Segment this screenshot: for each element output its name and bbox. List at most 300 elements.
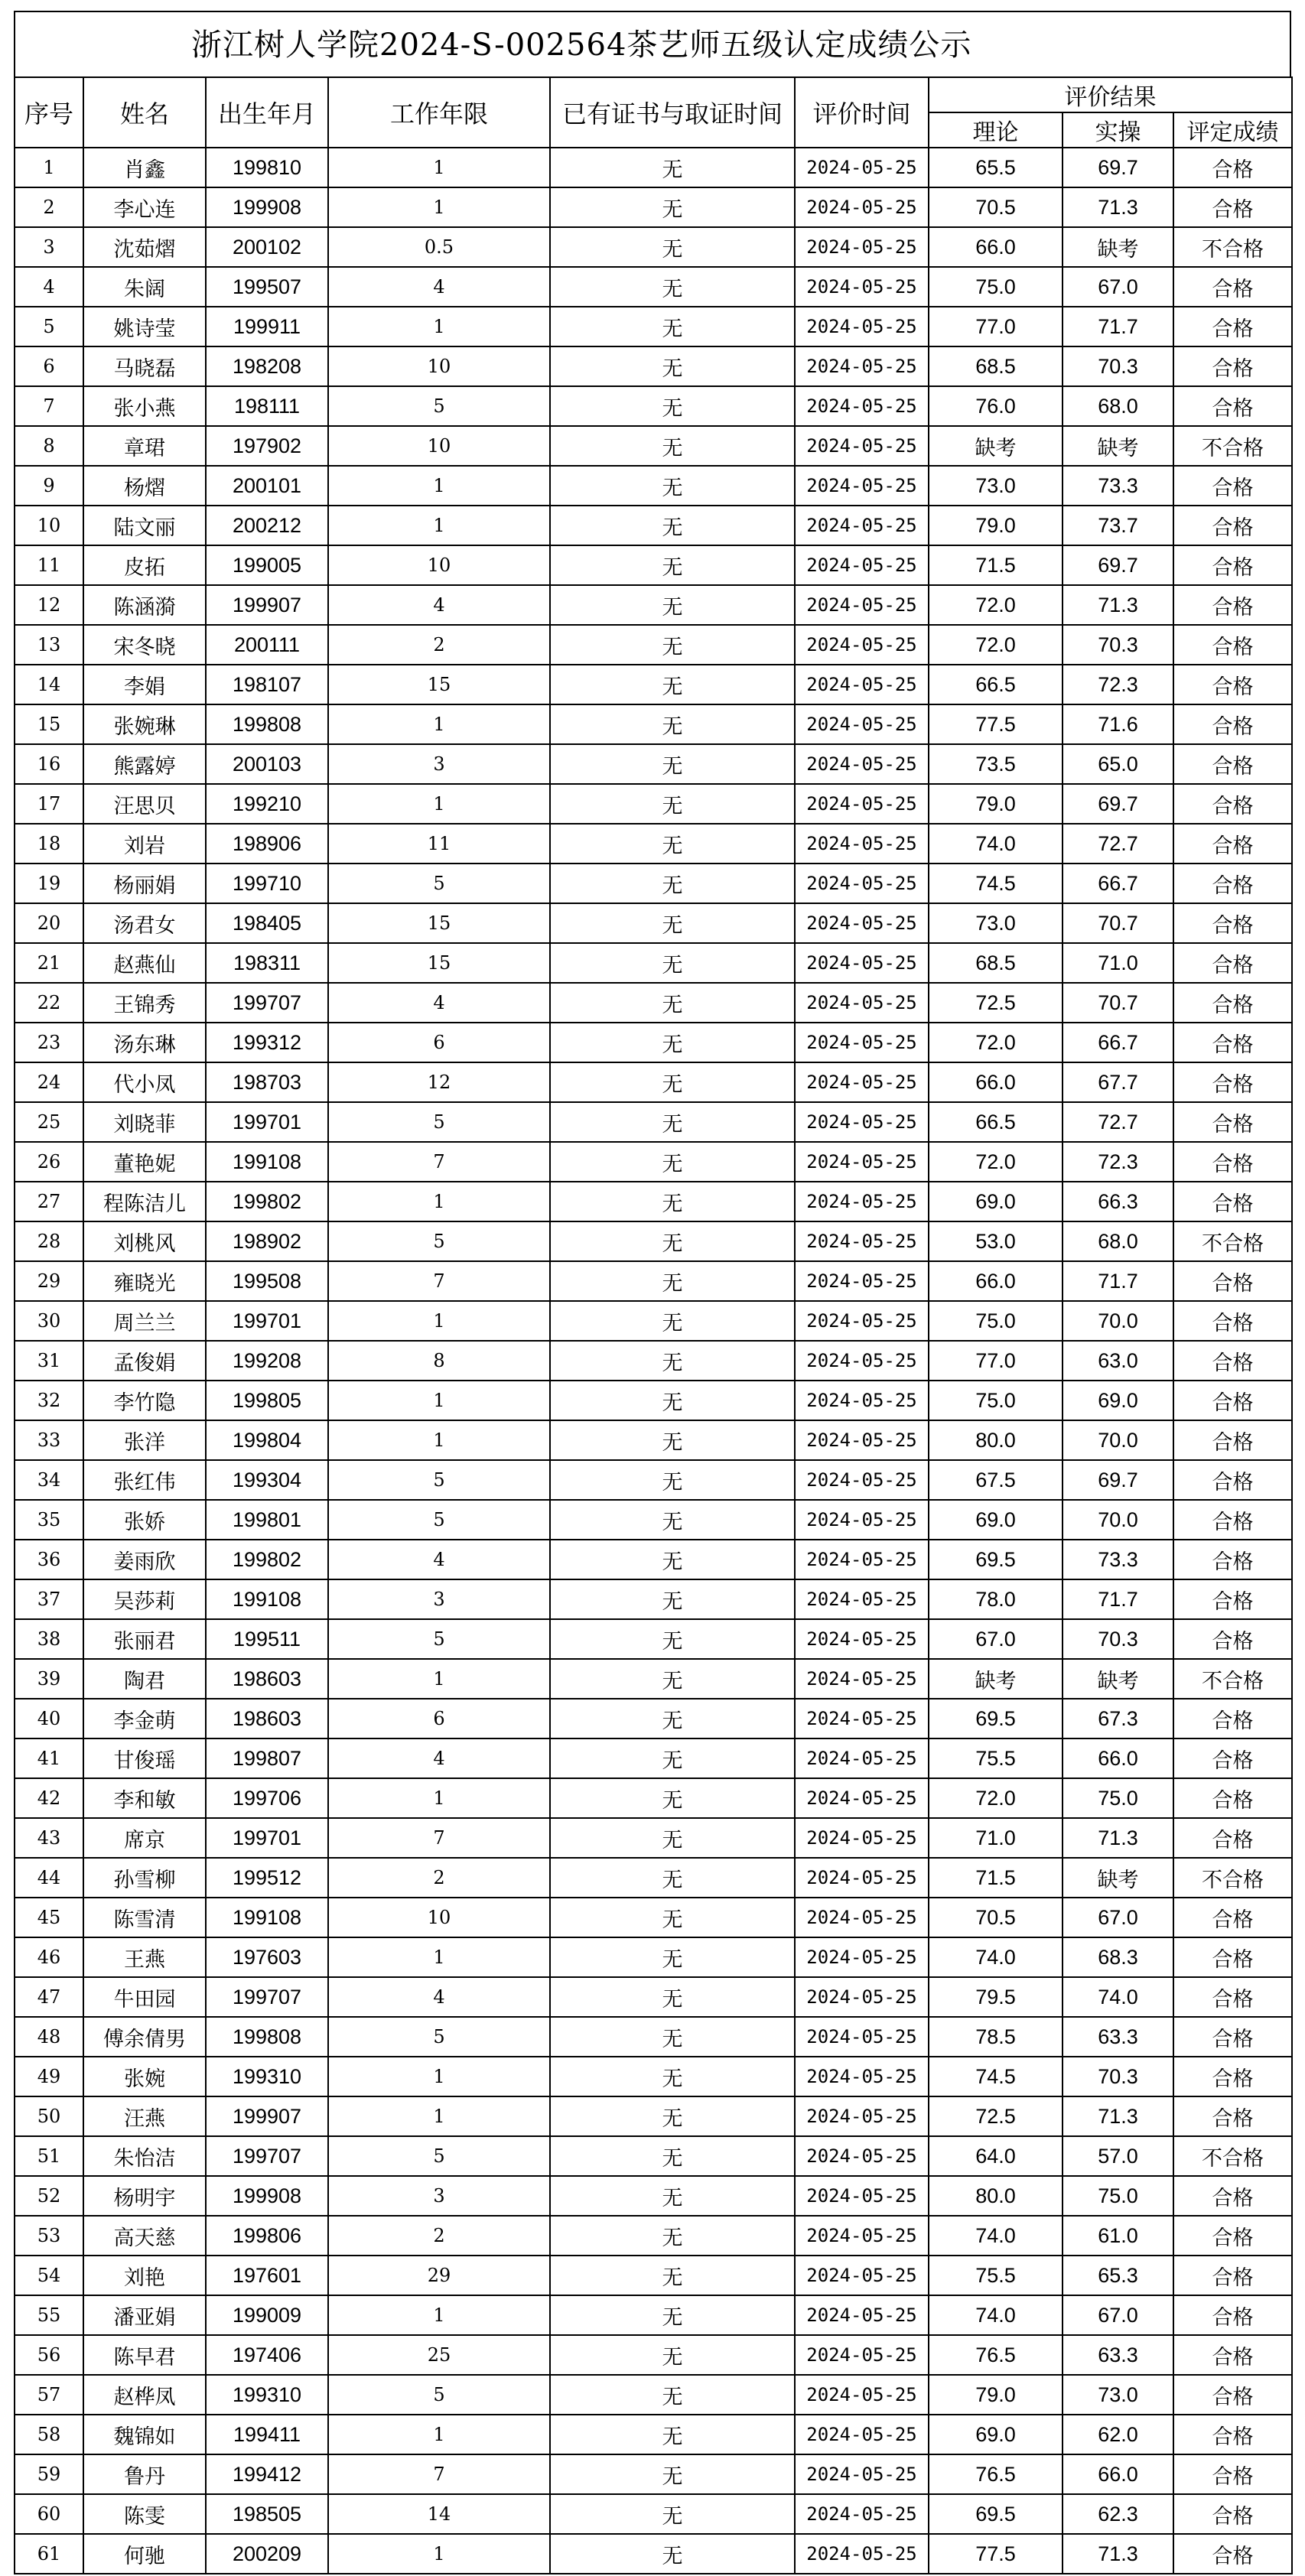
cell-work-years: 2 bbox=[328, 625, 550, 665]
cell-eval-time: 2024-05-25 bbox=[795, 2096, 929, 2136]
table-row bbox=[15, 2256, 1292, 2295]
cell-outcome: 合格 bbox=[1173, 1579, 1292, 1619]
cell-name: 李娟 bbox=[83, 665, 206, 704]
cell-name: 朱怡洁 bbox=[83, 2136, 206, 2176]
cell-outcome: 合格 bbox=[1173, 1540, 1292, 1579]
cell-eval-time: 2024-05-25 bbox=[795, 2375, 929, 2415]
cell-certificate: 无 bbox=[550, 1142, 795, 1182]
cell-seq: 47 bbox=[15, 1977, 83, 2017]
cell-certificate: 无 bbox=[550, 1381, 795, 1420]
cell-theory: 72.0 bbox=[929, 625, 1063, 665]
cell-birth: 199907 bbox=[206, 2096, 328, 2136]
cell-name: 汤东琳 bbox=[83, 1023, 206, 1062]
cell-outcome: 合格 bbox=[1173, 2454, 1292, 2494]
cell-seq: 13 bbox=[15, 625, 83, 665]
cell-birth: 197406 bbox=[206, 2335, 328, 2375]
cell-eval-time: 2024-05-25 bbox=[795, 187, 929, 227]
cell-practice: 75.0 bbox=[1063, 2176, 1173, 2216]
cell-birth: 199911 bbox=[206, 307, 328, 346]
cell-work-years: 4 bbox=[328, 1738, 550, 1778]
cell-theory: 70.5 bbox=[929, 187, 1063, 227]
cell-outcome: 合格 bbox=[1173, 267, 1292, 307]
cell-certificate: 无 bbox=[550, 2454, 795, 2494]
cell-seq: 1 bbox=[15, 148, 83, 187]
cell-theory: 80.0 bbox=[929, 2176, 1063, 2216]
cell-seq: 14 bbox=[15, 665, 83, 704]
cell-outcome: 合格 bbox=[1173, 1420, 1292, 1460]
cell-name: 皮拓 bbox=[83, 545, 206, 585]
cell-birth: 199108 bbox=[206, 1142, 328, 1182]
cell-certificate: 无 bbox=[550, 1221, 795, 1261]
cell-eval-time: 2024-05-25 bbox=[795, 1420, 929, 1460]
cell-name: 刘桃风 bbox=[83, 1221, 206, 1261]
cell-eval-time: 2024-05-25 bbox=[795, 704, 929, 744]
cell-theory: 66.5 bbox=[929, 1102, 1063, 1142]
cell-certificate: 无 bbox=[550, 2057, 795, 2096]
cell-eval-time: 2024-05-25 bbox=[795, 744, 929, 784]
cell-birth: 200102 bbox=[206, 227, 328, 267]
table-row bbox=[15, 2454, 1292, 2494]
cell-outcome: 合格 bbox=[1173, 506, 1292, 545]
cell-theory: 69.0 bbox=[929, 2415, 1063, 2454]
table-row bbox=[15, 2415, 1292, 2454]
cell-outcome: 合格 bbox=[1173, 307, 1292, 346]
cell-practice: 67.0 bbox=[1063, 267, 1173, 307]
cell-eval-time: 2024-05-25 bbox=[795, 2136, 929, 2176]
cell-practice: 70.3 bbox=[1063, 2057, 1173, 2096]
cell-birth: 199802 bbox=[206, 1182, 328, 1221]
cell-work-years: 7 bbox=[328, 1818, 550, 1858]
cell-theory: 80.0 bbox=[929, 1420, 1063, 1460]
cell-theory: 缺考 bbox=[929, 426, 1063, 466]
cell-name: 张洋 bbox=[83, 1420, 206, 1460]
cell-outcome: 合格 bbox=[1173, 2295, 1292, 2335]
table-row bbox=[15, 744, 1292, 784]
cell-work-years: 1 bbox=[328, 1182, 550, 1221]
cell-name: 张婉琳 bbox=[83, 704, 206, 744]
cell-birth: 199511 bbox=[206, 1619, 328, 1659]
header-eval-time: 评价时间 bbox=[795, 77, 929, 148]
cell-seq: 48 bbox=[15, 2017, 83, 2057]
cell-seq: 18 bbox=[15, 824, 83, 864]
cell-theory: 72.0 bbox=[929, 1142, 1063, 1182]
table-row bbox=[15, 267, 1292, 307]
cell-birth: 200103 bbox=[206, 744, 328, 784]
cell-work-years: 5 bbox=[328, 864, 550, 903]
cell-seq: 21 bbox=[15, 943, 83, 983]
cell-theory: 74.0 bbox=[929, 824, 1063, 864]
table-row bbox=[15, 903, 1292, 943]
cell-seq: 39 bbox=[15, 1659, 83, 1699]
table-row bbox=[15, 187, 1292, 227]
cell-seq: 36 bbox=[15, 1540, 83, 1579]
cell-birth: 200101 bbox=[206, 466, 328, 506]
cell-outcome: 不合格 bbox=[1173, 1659, 1292, 1699]
cell-theory: 缺考 bbox=[929, 1659, 1063, 1699]
cell-certificate: 无 bbox=[550, 665, 795, 704]
cell-name: 陈雯 bbox=[83, 2494, 206, 2534]
cell-theory: 79.0 bbox=[929, 506, 1063, 545]
cell-seq: 7 bbox=[15, 386, 83, 426]
cell-seq: 58 bbox=[15, 2415, 83, 2454]
cell-name: 宋冬晓 bbox=[83, 625, 206, 665]
cell-seq: 23 bbox=[15, 1023, 83, 1062]
cell-certificate: 无 bbox=[550, 824, 795, 864]
cell-work-years: 5 bbox=[328, 1102, 550, 1142]
cell-certificate: 无 bbox=[550, 1420, 795, 1460]
cell-name: 杨丽娟 bbox=[83, 864, 206, 903]
cell-work-years: 1 bbox=[328, 704, 550, 744]
cell-outcome: 合格 bbox=[1173, 2256, 1292, 2295]
cell-certificate: 无 bbox=[550, 2136, 795, 2176]
table-row bbox=[15, 1102, 1292, 1142]
cell-practice: 70.0 bbox=[1063, 1500, 1173, 1540]
cell-work-years: 15 bbox=[328, 903, 550, 943]
cell-birth: 199009 bbox=[206, 2295, 328, 2335]
cell-name: 赵燕仙 bbox=[83, 943, 206, 983]
cell-work-years: 3 bbox=[328, 2176, 550, 2216]
cell-seq: 45 bbox=[15, 1898, 83, 1937]
cell-certificate: 无 bbox=[550, 2096, 795, 2136]
cell-theory: 75.0 bbox=[929, 267, 1063, 307]
table-row bbox=[15, 943, 1292, 983]
cell-certificate: 无 bbox=[550, 2534, 795, 2574]
cell-theory: 53.0 bbox=[929, 1221, 1063, 1261]
cell-eval-time: 2024-05-25 bbox=[795, 1102, 929, 1142]
table-row bbox=[15, 1699, 1292, 1738]
cell-practice: 69.7 bbox=[1063, 784, 1173, 824]
cell-theory: 67.5 bbox=[929, 1460, 1063, 1500]
cell-theory: 68.5 bbox=[929, 346, 1063, 386]
cell-name: 傅余倩男 bbox=[83, 2017, 206, 2057]
cell-name: 鲁丹 bbox=[83, 2454, 206, 2494]
cell-seq: 56 bbox=[15, 2335, 83, 2375]
cell-birth: 199807 bbox=[206, 1738, 328, 1778]
cell-theory: 66.0 bbox=[929, 1261, 1063, 1301]
cell-practice: 68.0 bbox=[1063, 386, 1173, 426]
cell-birth: 199707 bbox=[206, 983, 328, 1023]
cell-work-years: 2 bbox=[328, 1858, 550, 1898]
cell-eval-time: 2024-05-25 bbox=[795, 545, 929, 585]
cell-theory: 79.0 bbox=[929, 784, 1063, 824]
cell-name: 高天慈 bbox=[83, 2216, 206, 2256]
cell-theory: 79.5 bbox=[929, 1977, 1063, 2017]
cell-theory: 76.0 bbox=[929, 386, 1063, 426]
cell-birth: 198603 bbox=[206, 1699, 328, 1738]
cell-eval-time: 2024-05-25 bbox=[795, 2295, 929, 2335]
cell-theory: 66.5 bbox=[929, 665, 1063, 704]
cell-theory: 67.0 bbox=[929, 1619, 1063, 1659]
score-table bbox=[14, 76, 1293, 2574]
cell-work-years: 1 bbox=[328, 506, 550, 545]
cell-practice: 73.3 bbox=[1063, 466, 1173, 506]
cell-certificate: 无 bbox=[550, 1341, 795, 1381]
cell-theory: 77.0 bbox=[929, 1341, 1063, 1381]
cell-work-years: 10 bbox=[328, 1898, 550, 1937]
cell-theory: 74.0 bbox=[929, 2295, 1063, 2335]
cell-birth: 199908 bbox=[206, 187, 328, 227]
cell-practice: 63.3 bbox=[1063, 2017, 1173, 2057]
cell-eval-time: 2024-05-25 bbox=[795, 1221, 929, 1261]
cell-seq: 43 bbox=[15, 1818, 83, 1858]
cell-eval-time: 2024-05-25 bbox=[795, 2454, 929, 2494]
cell-practice: 71.7 bbox=[1063, 1579, 1173, 1619]
cell-certificate: 无 bbox=[550, 744, 795, 784]
cell-birth: 199706 bbox=[206, 1778, 328, 1818]
cell-eval-time: 2024-05-25 bbox=[795, 2017, 929, 2057]
cell-birth: 199802 bbox=[206, 1540, 328, 1579]
cell-eval-time: 2024-05-25 bbox=[795, 1619, 929, 1659]
cell-eval-time: 2024-05-25 bbox=[795, 1579, 929, 1619]
cell-birth: 200212 bbox=[206, 506, 328, 545]
cell-seq: 24 bbox=[15, 1062, 83, 1102]
cell-eval-time: 2024-05-25 bbox=[795, 1182, 929, 1221]
cell-name: 沈茹熠 bbox=[83, 227, 206, 267]
cell-birth: 199710 bbox=[206, 864, 328, 903]
cell-birth: 199312 bbox=[206, 1023, 328, 1062]
cell-eval-time: 2024-05-25 bbox=[795, 1023, 929, 1062]
cell-theory: 76.5 bbox=[929, 2335, 1063, 2375]
table-row bbox=[15, 704, 1292, 744]
cell-practice: 71.3 bbox=[1063, 2534, 1173, 2574]
cell-eval-time: 2024-05-25 bbox=[795, 1898, 929, 1937]
cell-birth: 199907 bbox=[206, 585, 328, 625]
table-row bbox=[15, 227, 1292, 267]
cell-certificate: 无 bbox=[550, 1460, 795, 1500]
table-body bbox=[15, 148, 1292, 2574]
cell-certificate: 无 bbox=[550, 943, 795, 983]
cell-theory: 73.0 bbox=[929, 466, 1063, 506]
cell-certificate: 无 bbox=[550, 1778, 795, 1818]
cell-seq: 26 bbox=[15, 1142, 83, 1182]
cell-seq: 59 bbox=[15, 2454, 83, 2494]
cell-certificate: 无 bbox=[550, 1818, 795, 1858]
table-row bbox=[15, 148, 1292, 187]
cell-outcome: 合格 bbox=[1173, 2057, 1292, 2096]
cell-theory: 72.0 bbox=[929, 1778, 1063, 1818]
cell-birth: 199810 bbox=[206, 148, 328, 187]
cell-work-years: 1 bbox=[328, 2096, 550, 2136]
cell-outcome: 合格 bbox=[1173, 1500, 1292, 1540]
cell-work-years: 1 bbox=[328, 148, 550, 187]
cell-seq: 6 bbox=[15, 346, 83, 386]
cell-theory: 68.5 bbox=[929, 943, 1063, 983]
cell-practice: 72.7 bbox=[1063, 1102, 1173, 1142]
cell-outcome: 合格 bbox=[1173, 2176, 1292, 2216]
cell-birth: 199411 bbox=[206, 2415, 328, 2454]
cell-seq: 33 bbox=[15, 1420, 83, 1460]
cell-outcome: 合格 bbox=[1173, 1182, 1292, 1221]
cell-certificate: 无 bbox=[550, 1898, 795, 1937]
cell-practice: 67.3 bbox=[1063, 1699, 1173, 1738]
cell-birth: 198107 bbox=[206, 665, 328, 704]
cell-birth: 198505 bbox=[206, 2494, 328, 2534]
cell-eval-time: 2024-05-25 bbox=[795, 625, 929, 665]
header-result-group: 评价结果 bbox=[929, 77, 1292, 112]
cell-name: 张丽君 bbox=[83, 1619, 206, 1659]
cell-practice: 66.3 bbox=[1063, 1182, 1173, 1221]
cell-eval-time: 2024-05-25 bbox=[795, 307, 929, 346]
cell-outcome: 合格 bbox=[1173, 704, 1292, 744]
table-row bbox=[15, 2494, 1292, 2534]
cell-work-years: 10 bbox=[328, 545, 550, 585]
cell-birth: 198703 bbox=[206, 1062, 328, 1102]
cell-work-years: 1 bbox=[328, 307, 550, 346]
table-row bbox=[15, 1062, 1292, 1102]
cell-name: 吴莎莉 bbox=[83, 1579, 206, 1619]
cell-outcome: 合格 bbox=[1173, 2375, 1292, 2415]
table-row bbox=[15, 506, 1292, 545]
table-row bbox=[15, 545, 1292, 585]
cell-outcome: 合格 bbox=[1173, 784, 1292, 824]
cell-certificate: 无 bbox=[550, 864, 795, 903]
cell-seq: 20 bbox=[15, 903, 83, 943]
cell-name: 张娇 bbox=[83, 1500, 206, 1540]
cell-certificate: 无 bbox=[550, 1619, 795, 1659]
cell-certificate: 无 bbox=[550, 1699, 795, 1738]
cell-eval-time: 2024-05-25 bbox=[795, 983, 929, 1023]
cell-outcome: 合格 bbox=[1173, 1062, 1292, 1102]
cell-theory: 65.5 bbox=[929, 148, 1063, 187]
cell-eval-time: 2024-05-25 bbox=[795, 2176, 929, 2216]
cell-outcome: 合格 bbox=[1173, 2494, 1292, 2534]
cell-theory: 74.5 bbox=[929, 864, 1063, 903]
cell-seq: 49 bbox=[15, 2057, 83, 2096]
cell-certificate: 无 bbox=[550, 227, 795, 267]
cell-seq: 3 bbox=[15, 227, 83, 267]
cell-seq: 30 bbox=[15, 1301, 83, 1341]
cell-eval-time: 2024-05-25 bbox=[795, 2494, 929, 2534]
cell-practice: 69.7 bbox=[1063, 148, 1173, 187]
cell-certificate: 无 bbox=[550, 1937, 795, 1977]
cell-certificate: 无 bbox=[550, 2295, 795, 2335]
cell-theory: 74.0 bbox=[929, 2216, 1063, 2256]
cell-seq: 27 bbox=[15, 1182, 83, 1221]
table-row bbox=[15, 2534, 1292, 2574]
cell-eval-time: 2024-05-25 bbox=[795, 1381, 929, 1420]
cell-birth: 199805 bbox=[206, 1381, 328, 1420]
cell-seq: 4 bbox=[15, 267, 83, 307]
cell-seq: 32 bbox=[15, 1381, 83, 1420]
cell-practice: 66.0 bbox=[1063, 1738, 1173, 1778]
cell-theory: 69.0 bbox=[929, 1500, 1063, 1540]
cell-work-years: 5 bbox=[328, 386, 550, 426]
cell-work-years: 5 bbox=[328, 1460, 550, 1500]
cell-work-years: 5 bbox=[328, 1221, 550, 1261]
cell-practice: 75.0 bbox=[1063, 1778, 1173, 1818]
cell-certificate: 无 bbox=[550, 426, 795, 466]
cell-eval-time: 2024-05-25 bbox=[795, 1301, 929, 1341]
cell-work-years: 1 bbox=[328, 466, 550, 506]
table-row bbox=[15, 864, 1292, 903]
score-sheet bbox=[14, 11, 1291, 2574]
table-row bbox=[15, 1182, 1292, 1221]
cell-theory: 70.5 bbox=[929, 1898, 1063, 1937]
table-row bbox=[15, 1818, 1292, 1858]
table-row bbox=[15, 665, 1292, 704]
cell-work-years: 29 bbox=[328, 2256, 550, 2295]
cell-theory: 71.5 bbox=[929, 545, 1063, 585]
cell-birth: 199507 bbox=[206, 267, 328, 307]
cell-eval-time: 2024-05-25 bbox=[795, 903, 929, 943]
cell-eval-time: 2024-05-25 bbox=[795, 466, 929, 506]
cell-certificate: 无 bbox=[550, 585, 795, 625]
cell-birth: 199808 bbox=[206, 704, 328, 744]
cell-work-years: 4 bbox=[328, 983, 550, 1023]
cell-seq: 17 bbox=[15, 784, 83, 824]
cell-outcome: 合格 bbox=[1173, 903, 1292, 943]
header-outcome: 评定成绩 bbox=[1173, 112, 1292, 148]
cell-practice: 73.0 bbox=[1063, 2375, 1173, 2415]
cell-name: 陆文丽 bbox=[83, 506, 206, 545]
table-row bbox=[15, 2176, 1292, 2216]
cell-seq: 10 bbox=[15, 506, 83, 545]
cell-theory: 75.5 bbox=[929, 2256, 1063, 2295]
cell-birth: 199701 bbox=[206, 1301, 328, 1341]
cell-seq: 44 bbox=[15, 1858, 83, 1898]
cell-name: 张小燕 bbox=[83, 386, 206, 426]
cell-work-years: 1 bbox=[328, 2534, 550, 2574]
cell-outcome: 合格 bbox=[1173, 1301, 1292, 1341]
table-row bbox=[15, 1381, 1292, 1420]
cell-practice: 缺考 bbox=[1063, 426, 1173, 466]
cell-outcome: 合格 bbox=[1173, 1898, 1292, 1937]
cell-theory: 75.0 bbox=[929, 1301, 1063, 1341]
cell-outcome: 合格 bbox=[1173, 1699, 1292, 1738]
cell-practice: 70.7 bbox=[1063, 903, 1173, 943]
table-row bbox=[15, 1221, 1292, 1261]
cell-certificate: 无 bbox=[550, 784, 795, 824]
cell-seq: 5 bbox=[15, 307, 83, 346]
cell-name: 汪燕 bbox=[83, 2096, 206, 2136]
cell-birth: 199707 bbox=[206, 2136, 328, 2176]
cell-eval-time: 2024-05-25 bbox=[795, 426, 929, 466]
cell-name: 陈涵漪 bbox=[83, 585, 206, 625]
cell-seq: 60 bbox=[15, 2494, 83, 2534]
cell-work-years: 1 bbox=[328, 1778, 550, 1818]
cell-practice: 70.3 bbox=[1063, 346, 1173, 386]
cell-outcome: 合格 bbox=[1173, 2335, 1292, 2375]
table-row bbox=[15, 2057, 1292, 2096]
cell-work-years: 15 bbox=[328, 665, 550, 704]
table-row bbox=[15, 466, 1292, 506]
cell-outcome: 合格 bbox=[1173, 1142, 1292, 1182]
cell-outcome: 合格 bbox=[1173, 1977, 1292, 2017]
cell-seq: 22 bbox=[15, 983, 83, 1023]
cell-outcome: 合格 bbox=[1173, 864, 1292, 903]
cell-theory: 73.0 bbox=[929, 903, 1063, 943]
cell-seq: 41 bbox=[15, 1738, 83, 1778]
cell-practice: 63.0 bbox=[1063, 1341, 1173, 1381]
cell-outcome: 不合格 bbox=[1173, 1858, 1292, 1898]
cell-eval-time: 2024-05-25 bbox=[795, 1738, 929, 1778]
cell-name: 张红伟 bbox=[83, 1460, 206, 1500]
cell-practice: 66.7 bbox=[1063, 1023, 1173, 1062]
cell-name: 潘亚娟 bbox=[83, 2295, 206, 2335]
cell-outcome: 合格 bbox=[1173, 1341, 1292, 1381]
cell-theory: 73.5 bbox=[929, 744, 1063, 784]
cell-name: 陈早君 bbox=[83, 2335, 206, 2375]
table-row bbox=[15, 983, 1292, 1023]
cell-practice: 70.3 bbox=[1063, 625, 1173, 665]
cell-eval-time: 2024-05-25 bbox=[795, 1858, 929, 1898]
cell-practice: 缺考 bbox=[1063, 1659, 1173, 1699]
cell-work-years: 6 bbox=[328, 1699, 550, 1738]
cell-birth: 198111 bbox=[206, 386, 328, 426]
cell-name: 刘岩 bbox=[83, 824, 206, 864]
cell-seq: 51 bbox=[15, 2136, 83, 2176]
cell-practice: 缺考 bbox=[1063, 227, 1173, 267]
